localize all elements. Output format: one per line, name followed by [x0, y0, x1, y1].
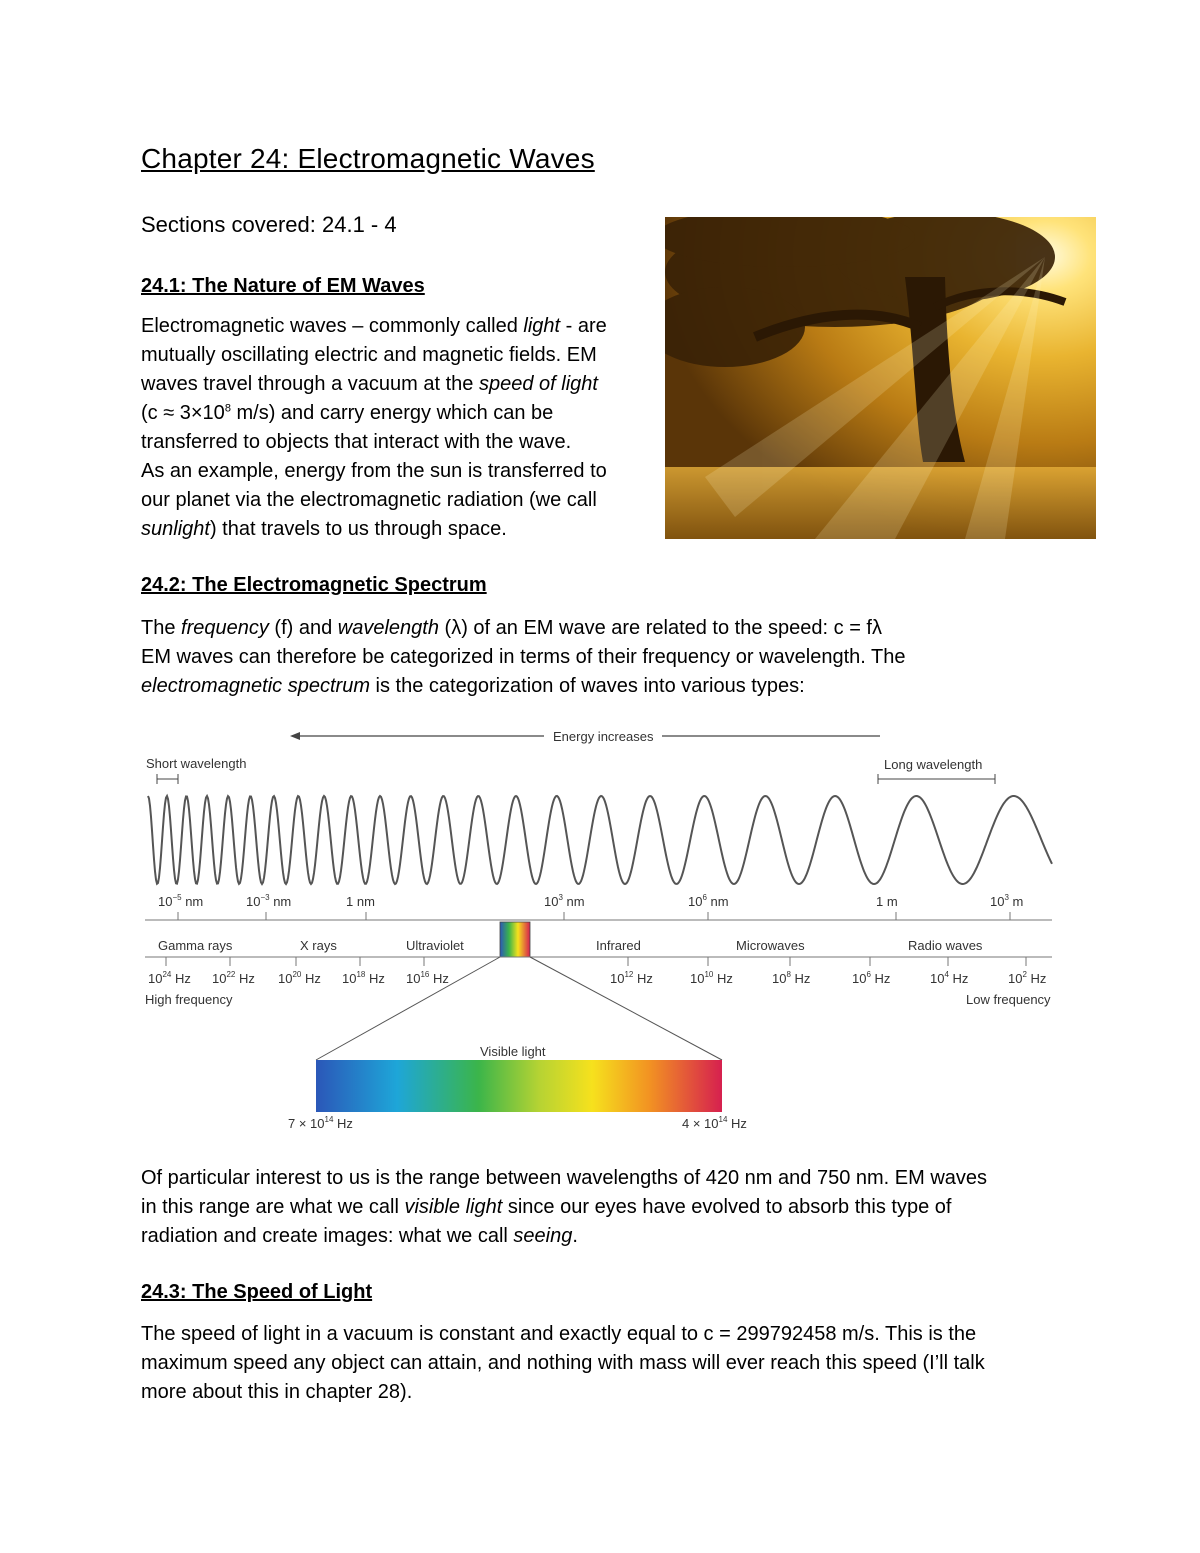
page-title: Chapter 24: Electromagnetic Waves: [141, 143, 595, 174]
section-heading-24-2: 24.2: The Electromagnetic Spectrum: [141, 574, 487, 596]
wavelength-tick-label: $10^3$ nm: [544, 893, 585, 909]
band-label: X rays: [300, 938, 337, 953]
frequency-scale: [148, 957, 1046, 986]
short-wavelength-bracket: [157, 774, 178, 784]
long-wavelength-bracket: [878, 774, 995, 784]
band-label: Ultraviolet: [406, 938, 464, 953]
low-frequency-label: Low frequency: [966, 992, 1051, 1007]
frequency-tick-label: $10^{18}$ Hz: [342, 970, 385, 986]
frequency-tick-label: $10^8$ Hz: [772, 970, 811, 986]
energy-increases-label: Energy increases: [553, 729, 654, 744]
energy-arrowhead: [290, 732, 300, 740]
visible-left-frequency: $7 \times 10^{14}$ Hz: [288, 1115, 353, 1131]
em-spectrum-diagram: [140, 722, 1060, 1142]
visible-light-label: Visible light: [480, 1044, 546, 1059]
visible-spectrum-bar: [316, 1060, 722, 1112]
section-heading-24-1: 24.1: The Nature of EM Waves: [141, 275, 425, 297]
section-24-1-text: Electromagnetic waves – commonly called light - are mutually oscillating electric and magnetic fields. EM waves travel through a vacuum at the speed of light ($c \approx 3\times 10^8$ m/s) and carry energy which can be transferred to objects that interact with the wave. As an example, energy from the sun is transferred to our planet via the electromagnetic radiation (we call sunlight) that travels to us through space.: [141, 315, 607, 540]
section-24-3-text: The speed of light in a vacuum is constant and exactly equal to c = 299792458 m/s. This is the maximum speed any object can attain, and nothing with mass will ever reach this speed (I’ll talk more about this in chapter 28).: [141, 1323, 985, 1403]
band-label: Radio waves: [908, 938, 983, 953]
wavelength-tick-label: $10^6$ nm: [688, 893, 729, 909]
frequency-tick-label: $10^6$ Hz: [852, 970, 891, 986]
frequency-tick-label: $10^{20}$ Hz: [278, 970, 321, 986]
visible-right-frequency: $4 \times 10^{14}$ Hz: [682, 1115, 747, 1131]
sunlit-tree-photo: [665, 217, 1096, 539]
section-24-2-text: The frequency (f) and wavelength (λ) of an EM wave are related to the speed: c = fλ EM waves can therefore be categorized in terms of their frequency or wavelength. The electromagnetic spectrum is the categorization of waves into various types:: [141, 617, 906, 697]
frequency-tick-label: $10^2$ Hz: [1008, 970, 1047, 986]
wavelength-tick-label: 1 nm: [346, 894, 375, 909]
visible-light-paragraph: Of particular interest to us is the range between wavelengths of 420 nm and 750 nm. EM waves in this range are what we call visible light since our eyes have evolved to absorb this type of radiation and create images: what we call seeing.: [141, 1167, 988, 1247]
frequency-tick-label: $10^{16}$ Hz: [406, 970, 449, 986]
band-labels: [158, 938, 983, 953]
em-spectrum-svg: [140, 722, 1060, 1142]
wavelength-scale: [158, 893, 1023, 920]
wavelength-tick-label: $10^{-5}$ nm: [158, 893, 204, 909]
band-label: Infrared: [596, 938, 641, 953]
wavelength-tick-label: 1 m: [876, 894, 898, 909]
frequency-tick-label: $10^{12}$ Hz: [610, 970, 653, 986]
sections-covered: Sections covered: 24.1 - 4: [141, 212, 397, 237]
wavelength-tick-label: $10^{-3}$ nm: [246, 893, 292, 909]
band-label: Gamma rays: [158, 938, 233, 953]
visible-band-block: [500, 922, 530, 957]
long-wavelength-label: Long wavelength: [884, 757, 983, 772]
short-wavelength-label: Short wavelength: [146, 756, 247, 771]
frequency-tick-label: $10^{24}$ Hz: [148, 970, 191, 986]
wavelength-tick-label: $10^3$ m: [990, 893, 1024, 909]
frequency-tick-label: $10^{10}$ Hz: [690, 970, 733, 986]
frequency-tick-label: $10^{22}$ Hz: [212, 970, 255, 986]
high-frequency-label: High frequency: [145, 992, 233, 1007]
section-heading-24-3: 24.3: The Speed of Light: [141, 1281, 373, 1303]
frequency-tick-label: $10^4$ Hz: [930, 970, 969, 986]
chirped-wave: [148, 796, 1052, 884]
band-label: Microwaves: [736, 938, 805, 953]
